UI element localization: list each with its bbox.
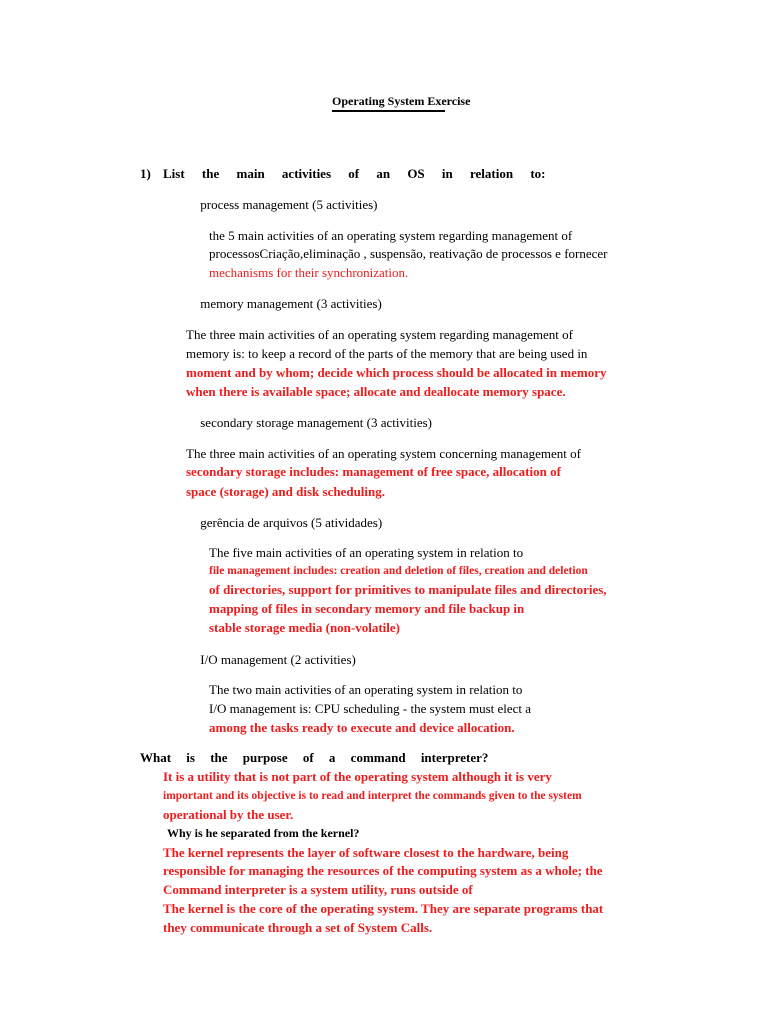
bullet-memory-management [187,296,382,312]
secondary-answer-line: The three main activities of an operating system concerning management of [186,446,581,461]
memory-answer-line: moment and by whom; decide which process should be allocated in memory [186,365,607,380]
secondary-answer-line: secondary storage includes: management of free space, allocation of [186,464,561,479]
file-answer-line: stable storage media (non-volatile) [209,620,401,635]
question-2-answer-line: operational by the user. [163,807,294,822]
process-management-heading: process management (5 activities) [200,197,378,212]
secondary-storage-heading: secondary storage management (3 activities) [200,415,432,430]
sub-answer-line: The kernel represents the layer of software closest to the hardware, being [163,845,569,860]
process-answer-line: the 5 main activities of an operating system regarding management of [209,228,573,243]
io-answer-line: among the tasks ready to execute and device allocation. [209,720,515,735]
bullet-io-management [187,652,356,668]
io-management-heading: I/O management (2 activities) [200,652,356,667]
bullet-secondary-storage [187,415,432,431]
question-2-answer-line: important and its objective is to read and interpret the commands given to the system [163,790,582,802]
question-1-text: List the main activities of an OS in relation to: [163,166,546,181]
secondary-answer-line: space (storage) and disk scheduling. [186,484,385,499]
sub-answer-line: The kernel is the core of the operating system. They are separate programs that [163,901,604,916]
memory-answer-line: memory is: to keep a record of the parts of the memory that are being used in [186,346,588,361]
bullet-file-management [187,515,382,531]
sub-answer-line: Command interpreter is a system utility, runs outside of [163,882,473,897]
memory-answer-line: when there is available space; allocate and deallocate memory space. [186,384,566,399]
sub-answer-line: responsible for managing the resources of the computing system as a whole; the [163,863,603,878]
document-title: Operating System Exercise [332,94,471,108]
process-answer-line: mechanisms for their synchronization. [209,265,409,280]
file-answer-line: The five main activities of an operating system in relation to [209,545,524,560]
file-answer-line: mapping of files in secondary memory and file backup in [209,601,525,616]
io-answer-line: I/O management is: CPU scheduling - the system must elect a [209,701,532,716]
memory-management-heading: memory management (3 activities) [200,296,382,311]
io-answer-line: The two main activities of an operating system in relation to [209,682,523,697]
question-1-number: 1) [140,166,151,181]
question-2-answer-line: It is a utility that is not part of the operating system although it is very [163,769,552,784]
memory-answer-line: The three main activities of an operating system regarding management of [186,327,573,342]
file-answer-line: of directories, support for primitives to manipulate files and directories, [209,582,607,597]
question-2-text: What is the purpose of a command interpreter? [140,750,489,765]
process-answer-line: processosCriação,eliminação , suspensão, reativação de processos e fornecer [209,246,608,261]
sub-question-text: Why is he separated from the kernel? [167,826,360,840]
bullet-process-management [187,197,378,213]
file-answer-line: file management includes: creation and deletion of files, creation and deletion [209,565,588,577]
title-underline [332,110,445,112]
sub-answer-line: they communicate through a set of System Calls. [163,920,433,935]
file-management-heading: gerência de arquivos (5 atividades) [200,515,383,530]
